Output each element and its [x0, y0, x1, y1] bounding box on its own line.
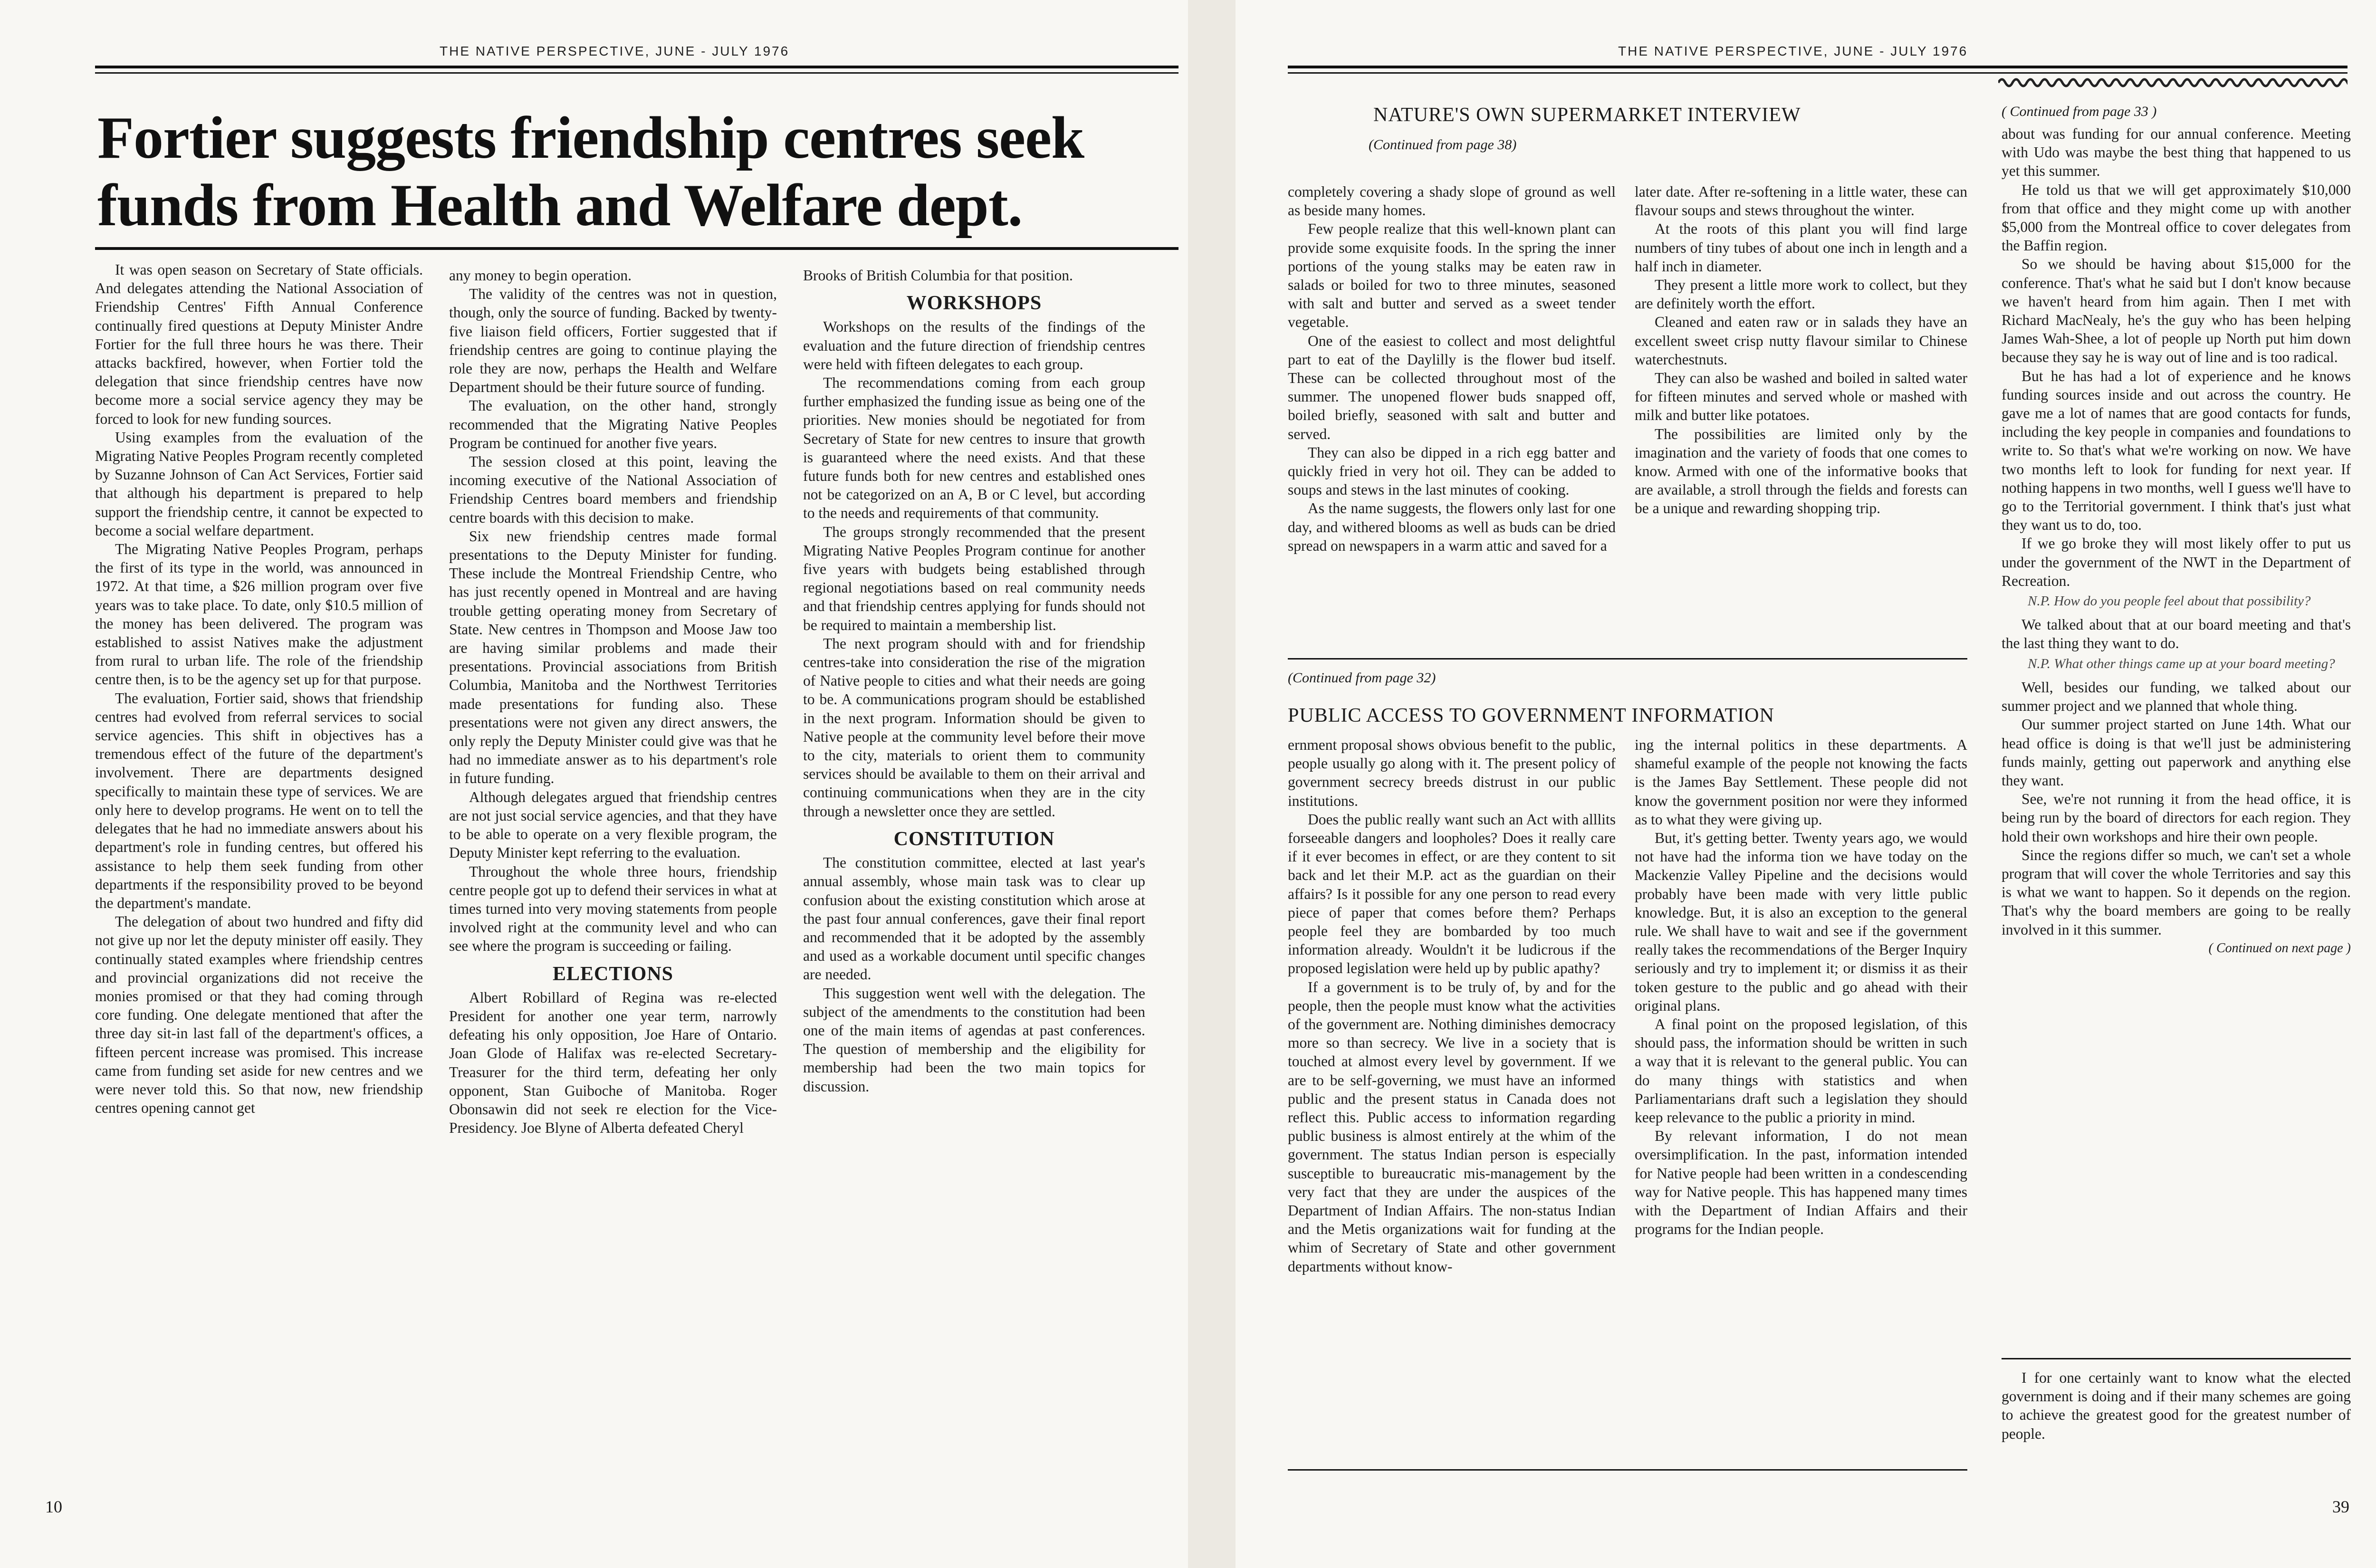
paragraph: So we should be having about $15,000 for the conference. That's what he said but I don't know because we haven't heard from him again. Then I met with Richard MacNealy, he's the guy who has been helping James Wah-Shee, a lot of people up North put him down because they say he is way out of line and is too radical. [2002, 256, 2351, 366]
page-number-right: 39 [2332, 1497, 2349, 1516]
paragraph: The evaluation, on the other hand, strongly recommended that the Migrating Native Peoples Program be continued for another five years. [449, 397, 777, 451]
paragraph: Since the regions differ so much, we can't set a whole program that will cover the whole Territories and say this is what we want to happen. So it depends on the region. That's why the board members are going to be really involved in it this summer. [2002, 846, 2351, 938]
interviewer-question: N.P. What other things came up at your board meeting? [2028, 656, 2335, 671]
paragraph: any money to begin operation. [449, 267, 632, 284]
paragraph: The delegation of about two hundred and fifty did not give up nor let the deputy minister off easily. They continually stated examples where friendship centres and provincial organizations did not receive the monies promised or that they had coming through core funding. One delegate mentioned that after the three day sit-in last fall of the department's offices, a fifteen percent increase was promised. This increase came from funding set aside for new centres and we were never told this. So that now, new friendship centres opening cannot get [95, 913, 423, 1117]
paragraph: Throughout the whole three hours, friendship centre people got up to defend their services in what at times turned into very moving statements from people involved right at the community level and who can see where the program is succeeding or failing. [449, 863, 777, 955]
paragraph: ernment proposal shows obvious benefit to the public, people usually go along with it. The present policy of government secrecy breeds distrust in our public institutions. [1288, 736, 1616, 809]
paragraph: The next program should with and for friendship centres-take into consideration the rise of the migration of Native people to cities and what their needs are going to be. A communications program should be established in the next program. Information should be given to Native people at the community level before their move to the city, materials to orient them to community services should be available to them on their arrival and continuing communications when they are in the city through a newsletter once they are settled. [803, 635, 1145, 820]
running-head-right: THE NATIVE PERSPECTIVE, JUNE - JULY 1976 [1618, 44, 1968, 58]
paragraph: This suggestion went well with the delegation. The subject of the amendments to the constitution had been one of the main items of agendas at past conferences. The question of membership and the eligibility for membership had been the two main topics for discussion. [803, 985, 1145, 1095]
headline-rule [95, 247, 1178, 250]
interview-column [2002, 124, 2351, 957]
paragraph: The Migrating Native Peoples Program, perhaps the first of its type in the world, was announced in 1972. At that time, a $26 million program over five years was to take place. To date, only $10.5 million of the money has been delivered. The program was established to assist Natives make the adjustment from rural to urban life. The role of the friendship centre then, is to be the agency set up for that purpose. [95, 541, 423, 688]
paragraph: We talked about that at our board meeting and that's the last thing they want to do. [2002, 616, 2351, 652]
paragraph: Brooks of British Columbia for that position. [803, 267, 1073, 284]
paragraph: The groups strongly recommended that the present Migrating Native Peoples Program continue for another five years with budgets being established through regional negotiations based on real community needs and that friendship centres applying for funds should not be required to maintain a membership list. [803, 523, 1145, 633]
paragraph: ing the internal politics in these departments. A shameful example of the people not knowing the facts is the James Bay Settlement. These people did not know the government position nor were they informed as to what they were giving up. [1635, 736, 1967, 828]
paragraph: Although delegates argued that friendship centres are not just social service agencies, and that they have to be able to operate on a very flexible program, the Deputy Minister kept referring to the evaluation. [449, 788, 777, 861]
elections-heading: ELECTIONS [552, 963, 674, 985]
access-column-1 [1288, 736, 1616, 1276]
paragraph: It was open season on Secretary of State officials. And delegates attending the National Association of Friendship Centres' Fifth Annual Conference continually fired questions at Deputy Minister Andre Fortier for the full three hours he was there. Their attacks backfired, however, when Fortier told the delegation that since friendship centres have now become more a social service agency they may be forced to look for new funding sources. [95, 261, 423, 427]
interview-rule [2002, 1358, 2351, 1359]
right-page [1236, 0, 2376, 1568]
top-rule-right-thin [1288, 72, 2347, 74]
paragraph: Does the public really want such an Act with alllits forseeable dangers and loopholes? Does it really care if it ever becomes in effect, or are they content to sit back and let their M.P. act as the guardian on their affairs? Is it possible for any one person to read every piece of paper that comes before them? Perhaps people feel they are bombarded by too much information already. Wouldn't it be ludicrous if the proposed legislation were held up by public apathy? [1288, 811, 1616, 977]
paragraph: See, we're not running it from the head office, it is being run by the board of directors for each region. They hold their own workshops and hire their own people. [2002, 791, 2351, 845]
paragraph: completely covering a shady slope of ground as well as beside many homes. [1288, 183, 1616, 219]
paragraph: The evaluation, Fortier said, shows that friendship centres had evolved from referral services to social service agencies. This shift in objectives has a tremendous effect of the future of the department's involvement. There are departments designed specifically to maintain these type of services. We are only here to develop programs. He went on to tell the delegates that he had no immediate answers about his department's role in funding centres, but offered his assistance to help them seek funding from other departments if the responsibility proved to be beyond the department's mandate. [95, 689, 423, 911]
closing-column [2002, 1368, 2351, 1443]
article-column-3 [803, 266, 1145, 1096]
decorative-border [1998, 76, 2347, 89]
nature-rule [1288, 658, 1967, 660]
top-rule-left-thin [95, 72, 1178, 74]
paragraph: They present a little more work to collect, but they are definitely worth the effort. [1635, 277, 1967, 312]
page-number-left: 10 [45, 1497, 62, 1516]
paragraph: But he has had a lot of experience and he knows funding sources inside and out across the country. He gave me a lot of names that are good contacts for funds, including the key people in companies and foundations to write to. So that's what we're working on now. We have two months left to look for funding for next year. If nothing happens in two months, well I guess we'll have to go to the Territorial government. I think that's just what they want us to do, too. [2002, 367, 2351, 534]
paragraph: The session closed at this point, leaving the incoming executive of the National Association of Friendship Centres board members and friendship centre boards with this decision to make. [449, 453, 777, 526]
paragraph: He told us that we will get approximately $10,000 from that office and they might come up with another $5,000 from the Montreal office to cover delegates from the Baffin region. [2002, 181, 2351, 254]
access-title: PUBLIC ACCESS TO GOVERNMENT INFORMATION [1288, 705, 1774, 727]
paragraph: A final point on the proposed legislation, of this should pass, the information should be written in such a way that it is relevant to the general public. You can do many things with statistics and when Parliamentarians draft such a legislation they should keep relevance to the public a priority in mind. [1635, 1016, 1967, 1126]
paragraph: The possibilities are limited only by the imagination and the variety of foods that one comes to know. Armed with one of the informative books that are available, a stroll through the fields and forests can be a unique and rewarding shopping trip. [1635, 425, 1967, 517]
paragraph: At the roots of this plant you will find large numbers of tiny tubes of about one inch in length and a half inch in diameter. [1635, 220, 1967, 275]
article-column-2 [449, 266, 777, 1137]
paragraph: They can also be dipped in a rich egg batter and quickly fried in very hot oil. They can be added to soups and stews in the last minutes of cooking. [1288, 444, 1616, 498]
constitution-heading: CONSTITUTION [893, 828, 1055, 850]
paragraph: Few people realize that this well-known plant can provide some exquisite foods. In the spring the inner portions of the young stalks may be eaten raw in salads or boiled for two to three minutes, seasoned with salt and butter and served as a sweet tender vegetable. [1288, 220, 1616, 331]
paragraph: They can also be washed and boiled in salted water for fifteen minutes and served whole or mashed with milk and butter like potatoes. [1635, 370, 1967, 424]
running-head-left: THE NATIVE PERSPECTIVE, JUNE - JULY 1976 [440, 44, 790, 58]
top-rule-right [1288, 66, 2347, 68]
nature-continued: (Continued from page 38) [1369, 137, 1517, 153]
interviewer-question: N.P. How do you people feel about that possibility? [2028, 593, 2311, 609]
top-rule-left [95, 66, 1178, 68]
paragraph: Cleaned and eaten raw or in salads they have an excellent sweet crisp nutty flavour similar to Chinese waterchestnuts. [1635, 314, 1967, 368]
closing-paragraph: I for one certainly want to know what the elected government is doing and if their many schemes are going to achieve the greatest good for the greatest number of people. [2002, 1369, 2351, 1442]
paragraph: Our summer project started on June 14th. What our head office is doing is that we'll just be administering funds mainly, getting out paperwork and anything else they want. [2002, 716, 2351, 789]
continued-on-next-page: ( Continued on next page ) [2208, 940, 2351, 956]
paragraph: about was funding for our annual conference. Meeting with Udo was maybe the best thing that happened to us yet this summer. [2002, 125, 2351, 180]
paragraph: If a government is to be truly of, by and for the people, then the people must know what the activities of the government are. Nothing diminishes democracy more so than secrecy. We live in a society that is touched at almost every level by government. If we are to be self-governing, we must have an informed public and the present status in Canada does not reflect this. Public access to information regarding public business is almost entirely at the whim of the government. The status Indian person is especially susceptible to bureaucratic mis-management by the very fact that they are under the auspices of the Department of Indian Affairs. The non-status Indian and the Metis organizations wait for funding at the whim of Secretary of State and other government departments without know- [1288, 978, 1616, 1275]
headline: Fortier suggests friendship centres seek funds from Health and Welfare dept. [97, 105, 1084, 239]
access-continued: (Continued from page 32) [1288, 670, 1436, 686]
paragraph: Well, besides our funding, we talked about our summer project and we planned that whole thing. [2002, 679, 2351, 715]
paragraph: As the name suggests, the flowers only last for one day, and withered blooms as well as buds can be dried spread on newspapers in a warm attic and saved for a [1288, 500, 1616, 554]
paragraph: Six new friendship centres made formal presentations to the Deputy Minister for funding. These include the Montreal Friendship Centre, who has just recently opened in Montreal and are having trouble getting operating money from Secretary of State. New centres in Thompson and Moose Jaw too are having similar problems and made their presentations. Provincial associations from British Columbia, Manitoba and the Northwest Territories made presentations for funding also. These presentations were not given any direct answers, the only reply the Deputy Minister could give was that he had no immediate answer as to his department's role in future funding. [449, 527, 777, 787]
nature-column-2 [1635, 182, 1967, 518]
paragraph: later date. After re-softening in a little water, these can flavour soups and stews throughout the winter. [1635, 183, 1967, 219]
workshops-heading: WORKSHOPS [906, 292, 1042, 315]
nature-title: NATURE'S OWN SUPERMARKET INTERVIEW [1373, 104, 1801, 126]
nature-column-1 [1288, 182, 1616, 555]
paragraph: The validity of the centres was not in question, though, only the source of funding. Backed by twenty-five liaison field officers, Fortier suggested that if friendship centres are going to continue playing the role they are now, perhaps the Health and Welfare Department should be their future source of funding. [449, 286, 777, 396]
paragraph: By relevant information, I do not mean oversimplification. In the past, information intended for Native people had been written in a condescending way for Native people. This has happened many times with the Department of Indian Affairs and their programs for the Indian people. [1635, 1128, 1967, 1238]
paragraph: But, it's getting better. Twenty years ago, we would not have had the informa tion we have today on the Mackenzie Valley Pipeline and the decisions would probably have been made with very little public knowledge. But, it is also an exception to the general rule. We shall have to wait and see if the government really takes the recommendations of the Berger Inquiry seriously and try to implement it; or dismiss it as their token gesture to the public and go ahead with their original plans. [1635, 830, 1967, 1014]
paragraph: Workshops on the results of the findings of the evaluation and the future direction of friendship centres were held with fifteen delegates to each group. [803, 318, 1145, 373]
access-column-2 [1635, 736, 1967, 1238]
paragraph: The recommendations coming from each group further emphasized the funding issue as being one of the priorities. New monies should be negotiated for from Secretary of State for new centres to insure that growth is guaranteed where the need exists. And that these future funds both for new centres and established ones not be categorized on an A, B or C level, but according to the needs and requirements of that community. [803, 374, 1145, 522]
paragraph: Using examples from the evaluation of the Migrating Native Peoples Program recently completed by Suzanne Johnson of Can Act Services, Fortier said that although his department is prepared to help support the friendship centre, it cannot be expected to become a social welfare department. [95, 429, 423, 539]
article-column-1 [95, 260, 423, 1117]
paragraph: Albert Robillard of Regina was re-elected President for another one year term, narrowly defeating his only opposition, Joe Hare of Ontario. Joan Glode of Halifax was re-elected Secretary-Treasurer for the third term, defeating her only opponent, Stan Guiboche of Manitoba. Roger Obonsawin did not seek re election for the Vice-Presidency. Joe Blyne of Alberta defeated Cheryl [449, 989, 777, 1137]
paragraph: The constitution committee, elected at last year's annual assembly, whose main task was to clear up confusion about the existing constitution which arose at the past four annual conferences, gave their final report and recommended that it be adopted by the assembly and used as a workable document until specific changes are needed. [803, 854, 1145, 983]
access-rule [1288, 1469, 1967, 1471]
paragraph: One of the easiest to collect and most delightful part to eat of the Daylilly is the flower bud itself. These can be collected throughout most of the summer. The unopened flower buds snapped off, boiled briefly, seasoned with salt and butter and served. [1288, 332, 1616, 442]
center-gutter [1188, 0, 1236, 1568]
paragraph: If we go broke they will most likely offer to put us under the government of the NWT in the Department of Recreation. [2002, 535, 2351, 589]
interview-continued: ( Continued from page 33 ) [2002, 104, 2157, 119]
